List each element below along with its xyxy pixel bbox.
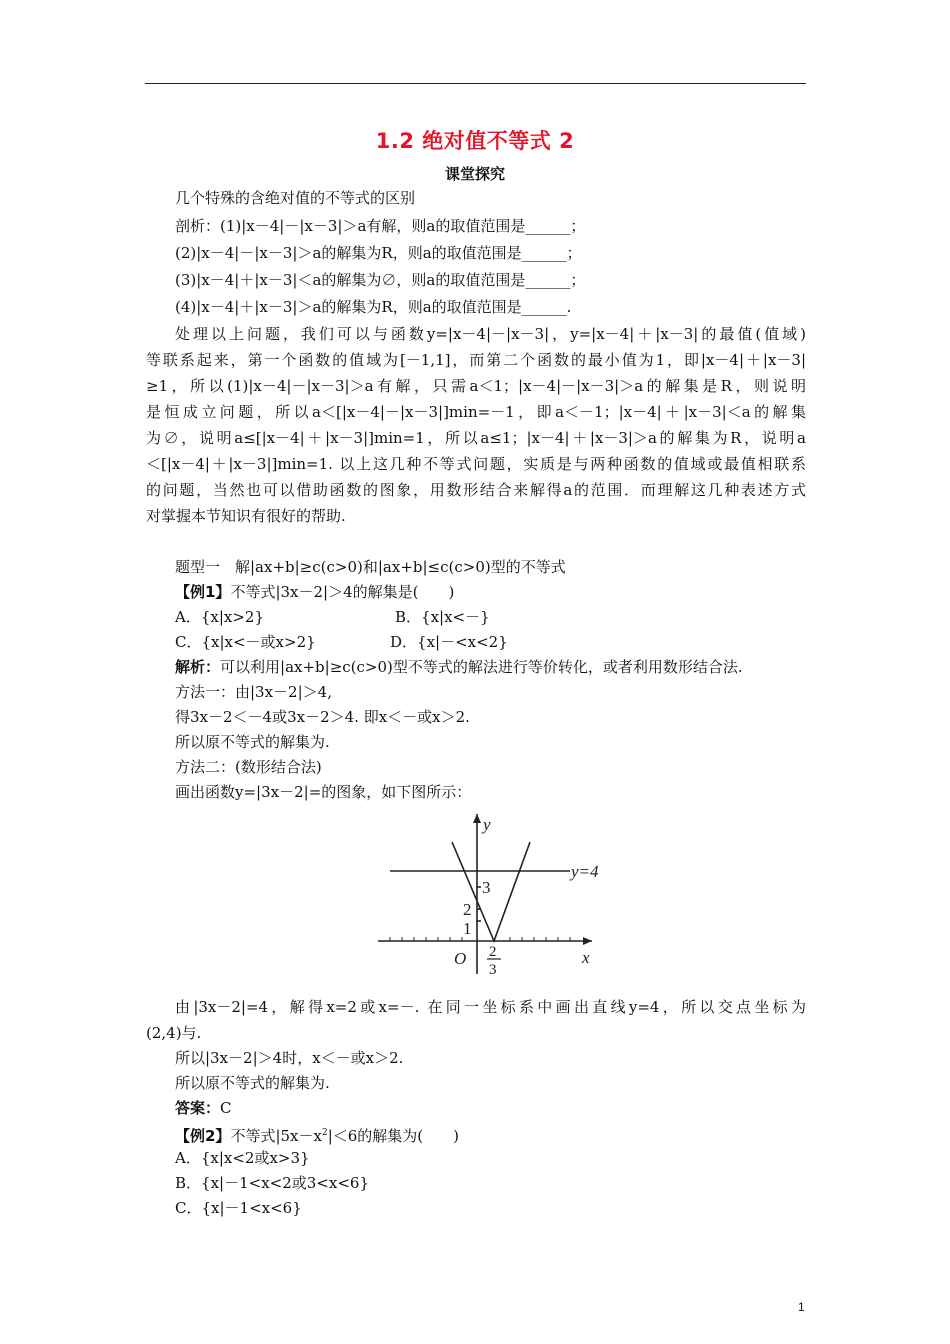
answer — [175, 1098, 232, 1118]
origin-label: O — [454, 949, 467, 968]
option-c: C．{x|x<－或x>2} — [175, 633, 316, 651]
option-b: B．{x|－1<x<2或3<x<6} — [175, 1174, 369, 1192]
paragraph-line: ≥1，所以(1)|x－4|－|x－3|＞a有解，只需a＜1；|x－4|－|x－3|＞a的解集是R，则说明 — [146, 377, 806, 395]
tick-label-2: 2 — [463, 900, 472, 919]
paragraph-line: 的问题，当然也可以借助函数的图象，用数形结合来解得a的范围．而理解这几种表述方式 — [146, 481, 806, 499]
analysis — [175, 657, 743, 677]
method-line: 由|3x－2|=4，解得x=2或x=－. 在同一坐标系中画出直线y=4，所以交点坐标为 — [175, 998, 806, 1016]
x-arrow-icon — [583, 937, 592, 945]
example-1-question — [175, 582, 454, 602]
analysis-label: 解析： — [175, 658, 221, 676]
intro-line: (3)|x－4|＋|x－3|＜a的解集为∅，则a的取值范围是______； — [175, 271, 586, 289]
function-graph — [370, 806, 610, 978]
option-c: C．{x|－1<x<6} — [175, 1199, 302, 1217]
fraction-denominator: 3 — [489, 962, 497, 978]
option-b: B．{x|x<－} — [395, 608, 490, 626]
method-line: 所以|3x－2|＞4时，x＜－或x＞2. — [175, 1049, 404, 1067]
method-line: 所以原不等式的解集为. — [175, 1074, 330, 1092]
page-title: 1.2 绝对值不等式 2 — [375, 129, 575, 153]
exponent: 2 — [321, 1128, 328, 1138]
intro-line: 几个特殊的含绝对值的不等式的区别 — [175, 189, 416, 207]
intro-line: 剖析：(1)|x－4|－|x－3|＞a有解，则a的取值范围是______； — [175, 217, 586, 235]
x-axis-label: x — [582, 948, 590, 967]
answer-label: 答案： — [175, 1099, 221, 1117]
page-number: 1 — [798, 1300, 805, 1314]
example-2-question — [175, 1123, 459, 1146]
paragraph-line: 为∅，说明a≤[|x－4|＋|x－3|]min=1，所以a≤1；|x－4|＋|x－3|＞a的解集为R，说明a — [146, 429, 806, 447]
header-rule — [145, 83, 806, 84]
question-text: |＜6的解集为( ) — [327, 1127, 460, 1145]
method-line: 所以原不等式的解集为. — [175, 733, 330, 751]
intro-line: (4)|x－4|＋|x－3|＞a的解集为R，则a的取值范围是______. — [175, 298, 572, 316]
method-line: 得3x－2＜－4或3x－2＞4. 即x＜－或x＞2. — [175, 708, 470, 726]
method-line: (2,4)与. — [146, 1024, 202, 1042]
tick-label-3: 3 — [482, 878, 491, 897]
fraction-numerator: 2 — [489, 944, 497, 960]
paragraph-line: 对掌握本节知识有很好的帮助. — [146, 507, 346, 525]
y-axis-label: y — [483, 815, 491, 834]
option-a: A．{x|x<2或x>3} — [175, 1149, 310, 1167]
paragraph-line: ＜[|x－4|＋|x－3|]min=1. 以上这几种不等式问题，实质是与两种函数的值域或最值相联系 — [146, 455, 806, 473]
example-tag: 【例1】 — [175, 583, 231, 601]
line-label: y=4 — [571, 862, 599, 881]
method-line: 画出函数y=|3x－2|=的图象，如下图所示： — [175, 783, 472, 801]
question-text: 不等式|5x－x — [230, 1127, 322, 1145]
method-line: 方法二：(数形结合法) — [175, 758, 322, 776]
paragraph-line: 是恒成立问题，所以a＜[|x－4|－|x－3|]min=－1，即a＜－1；|x－4|＋|x－3|＜a的解集 — [146, 403, 806, 421]
y-arrow-icon — [473, 814, 481, 823]
question-text: 不等式|3x－2|＞4的解集是( ) — [230, 583, 455, 601]
paragraph-line: 等联系起来，第一个函数的值域为[－1,1]，而第二个函数的最小值为1，即|x－4|＋|x－3| — [146, 351, 806, 369]
section-subtitle: 课堂探究 — [444, 165, 505, 183]
intro-line: (2)|x－4|－|x－3|＞a的解集为R，则a的取值范围是______； — [175, 244, 582, 262]
option-a: A．{x|x>2} — [175, 608, 265, 626]
method-line: 方法一：由|3x－2|＞4, — [175, 683, 332, 701]
example-tag: 【例2】 — [175, 1127, 231, 1145]
paragraph-line: 处理以上问题，我们可以与函数y=|x－4|－|x－3|，y=|x－4|＋|x－3|的最值(值域) — [175, 325, 806, 343]
type-heading: 题型一 解|ax+b|≥c(c>0)和|ax+b|≤c(c>0)型的不等式 — [175, 558, 566, 576]
tick-label-1: 1 — [463, 919, 472, 938]
answer-value: C — [220, 1099, 232, 1117]
option-d: D．{x|－<x<2} — [390, 633, 508, 651]
analysis-text: 可以利用|ax+b|≥c(c>0)型不等式的解法进行等价转化，或者利用数形结合法. — [220, 658, 743, 676]
